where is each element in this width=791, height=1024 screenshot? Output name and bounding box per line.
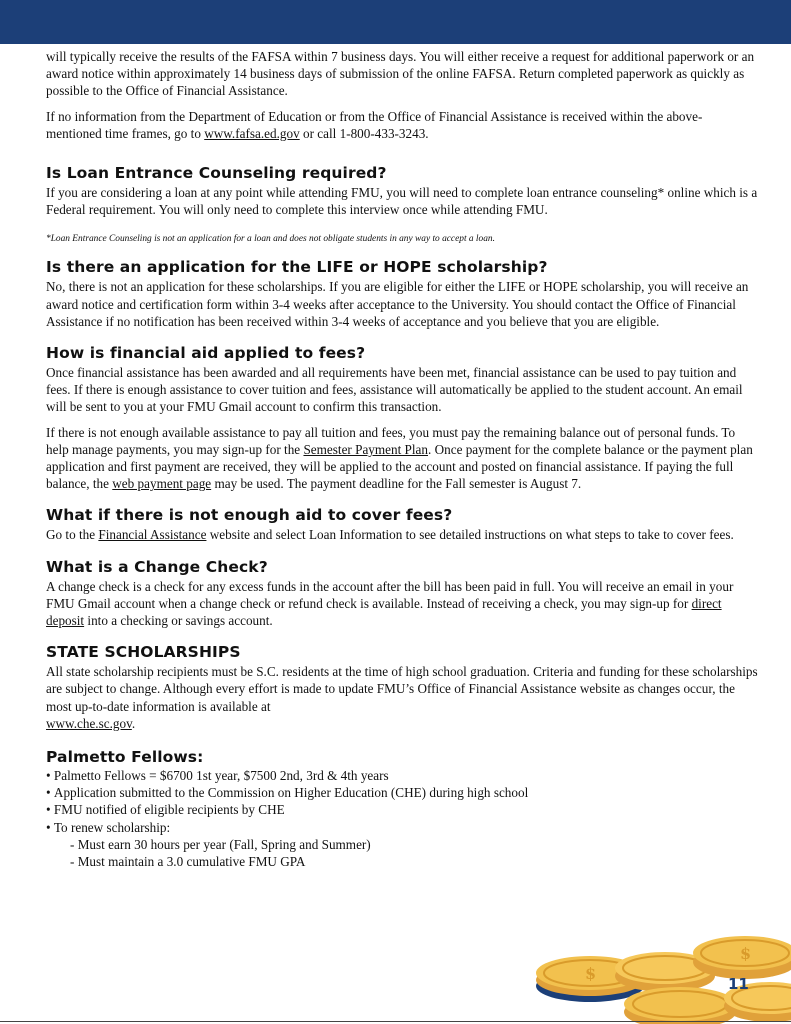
life-hope-heading: Is there an application for the LIFE or HOPE scholarship?: [46, 258, 548, 277]
palmetto-bullet: • FMU notified of eligible recipients by CHE: [46, 801, 758, 818]
not-enough-text: website and select Loan Information to see detailed instructions on what steps to take to cover fees.: [206, 527, 734, 543]
change-check-heading: What is a Change Check?: [46, 557, 268, 576]
che-link[interactable]: www.che.sc.gov: [46, 715, 132, 731]
palmetto-bullet-list: [46, 767, 758, 836]
not-enough-aid-body: [46, 526, 758, 543]
intro-text: If no information from the Department of Education or from the Office of Financial Assistance is received within the above-mentioned time frames, go to: [46, 108, 703, 141]
aid-fees-text: . Once payment for the complete balance or the payment plan application and first payment are received, they will be applied to the account and posted on financial assistance. If paying the full balance, the: [46, 441, 753, 492]
coin-dollar-sign: $: [585, 964, 597, 983]
intro-paragraph: will typically receive the results of the FAFSA within 7 business days. You will either receive a request for additional paperwork or an award notice within approximately 14 business days of submission of the online FAFSA. Return completed paperwork as quickly as possible to the Office of Financial Assistance.: [46, 49, 755, 99]
not-enough-aid-heading: What if there is not enough aid to cover fees?: [46, 506, 453, 525]
page-content: [46, 48, 758, 870]
change-check-text: A change check is a check for any excess funds in the account after the bill has been paid in full. You will receive an email in your FMU Gmail account when a change check or refund check is available. Instead of receiving a check, you may sign-up for: [46, 578, 734, 611]
direct-deposit-link[interactable]: direct deposit: [46, 595, 722, 629]
che-link-period: .: [131, 715, 136, 731]
palmetto-bullet: • To renew scholarship:: [46, 819, 758, 836]
intro-text-after: or call 1-800-433-3243.: [299, 125, 429, 141]
loan-counseling-note: *Loan Entrance Counseling is not an application for a loan and does not obligate students in any way to accept a loan.: [46, 234, 495, 245]
renewal-requirement: - Must earn 30 hours per year (Fall, Spring and Summer): [70, 836, 758, 853]
palmetto-bullet: • Application submitted to the Commission on Higher Education (CHE) during high school: [46, 784, 758, 801]
aid-fees-text: may be used. The payment deadline for the Fall semester is August 7.: [211, 476, 582, 492]
aid-fees-heading: How is financial aid applied to fees?: [46, 344, 366, 363]
intro-paragraph-2: [46, 108, 758, 142]
change-check-text: into a checking or savings account.: [84, 613, 273, 629]
coins-illustration: [530, 928, 791, 1024]
renewal-requirement: - Must maintain a 3.0 cumulative FMU GPA: [70, 853, 758, 870]
che-link-line: [46, 715, 758, 732]
life-hope-body: No, there is not an application for these scholarships. If you are eligible for either the LIFE or HOPE scholarship, you will receive an award notice and certification form within 3-4 weeks after acceptance to the University. You should contact the Office of Financial Assistance if no notification has been received within 3-4 weeks of acceptance and you believe that you are eligible.: [46, 279, 749, 329]
not-enough-text: Go to the: [46, 527, 99, 543]
web-payment-page-link[interactable]: web payment page: [112, 476, 212, 492]
loan-counseling-body: If you are considering a loan at any point while attending FMU, you will need to complete loan entrance counseling* online which is a Federal requirement. You will only need to complete this interview once while attending FMU.: [46, 185, 758, 218]
loan-counseling-heading: Is Loan Entrance Counseling required?: [46, 164, 387, 183]
aid-fees-paragraph-1: Once financial assistance has been awarded and all requirements have been met, financial assistance can be used to pay tuition and fees. If there is enough assistance to cover tuition and fees, assistance will automatically be applied to the student account. An email will be sent to you at your FMU Gmail account to confirm this transaction.: [46, 365, 743, 415]
aid-fees-text: If there is not enough available assistance to pay all tuition and fees, you must pay the remaining balance out of personal funds. To help manage payments, you may sign-up for the: [46, 424, 736, 457]
palmetto-bullet: • Palmetto Fellows = $6700 1st year, $7500 2nd, 3rd & 4th years: [46, 767, 758, 784]
coin: [624, 987, 736, 1021]
page-number: 11: [728, 975, 749, 993]
change-check-body: [46, 578, 758, 630]
aid-fees-paragraph-2: [46, 424, 758, 493]
state-scholarships-heading: STATE SCHOLARSHIPS: [46, 643, 241, 662]
coin-dollar-sign: $: [740, 944, 752, 963]
bottom-rule: [0, 1021, 791, 1022]
header-bar: [0, 0, 791, 44]
palmetto-fellows-heading: Palmetto Fellows:: [46, 748, 204, 767]
fafsa-link[interactable]: www.fafsa.ed.gov: [204, 125, 300, 141]
financial-assistance-link[interactable]: Financial Assistance: [98, 527, 207, 543]
state-scholarships-body: All state scholarship recipients must be S.C. residents at the time of high school graduation. Criteria and funding for these scholarships are subject to change. Although every effort is made to update FMU’s Office of Financial Assistance website as changes occur, the most up-to-date information is available at: [46, 664, 758, 714]
renewal-requirements-list: [46, 836, 758, 870]
semester-payment-plan-link[interactable]: Semester Payment Plan: [303, 441, 428, 457]
